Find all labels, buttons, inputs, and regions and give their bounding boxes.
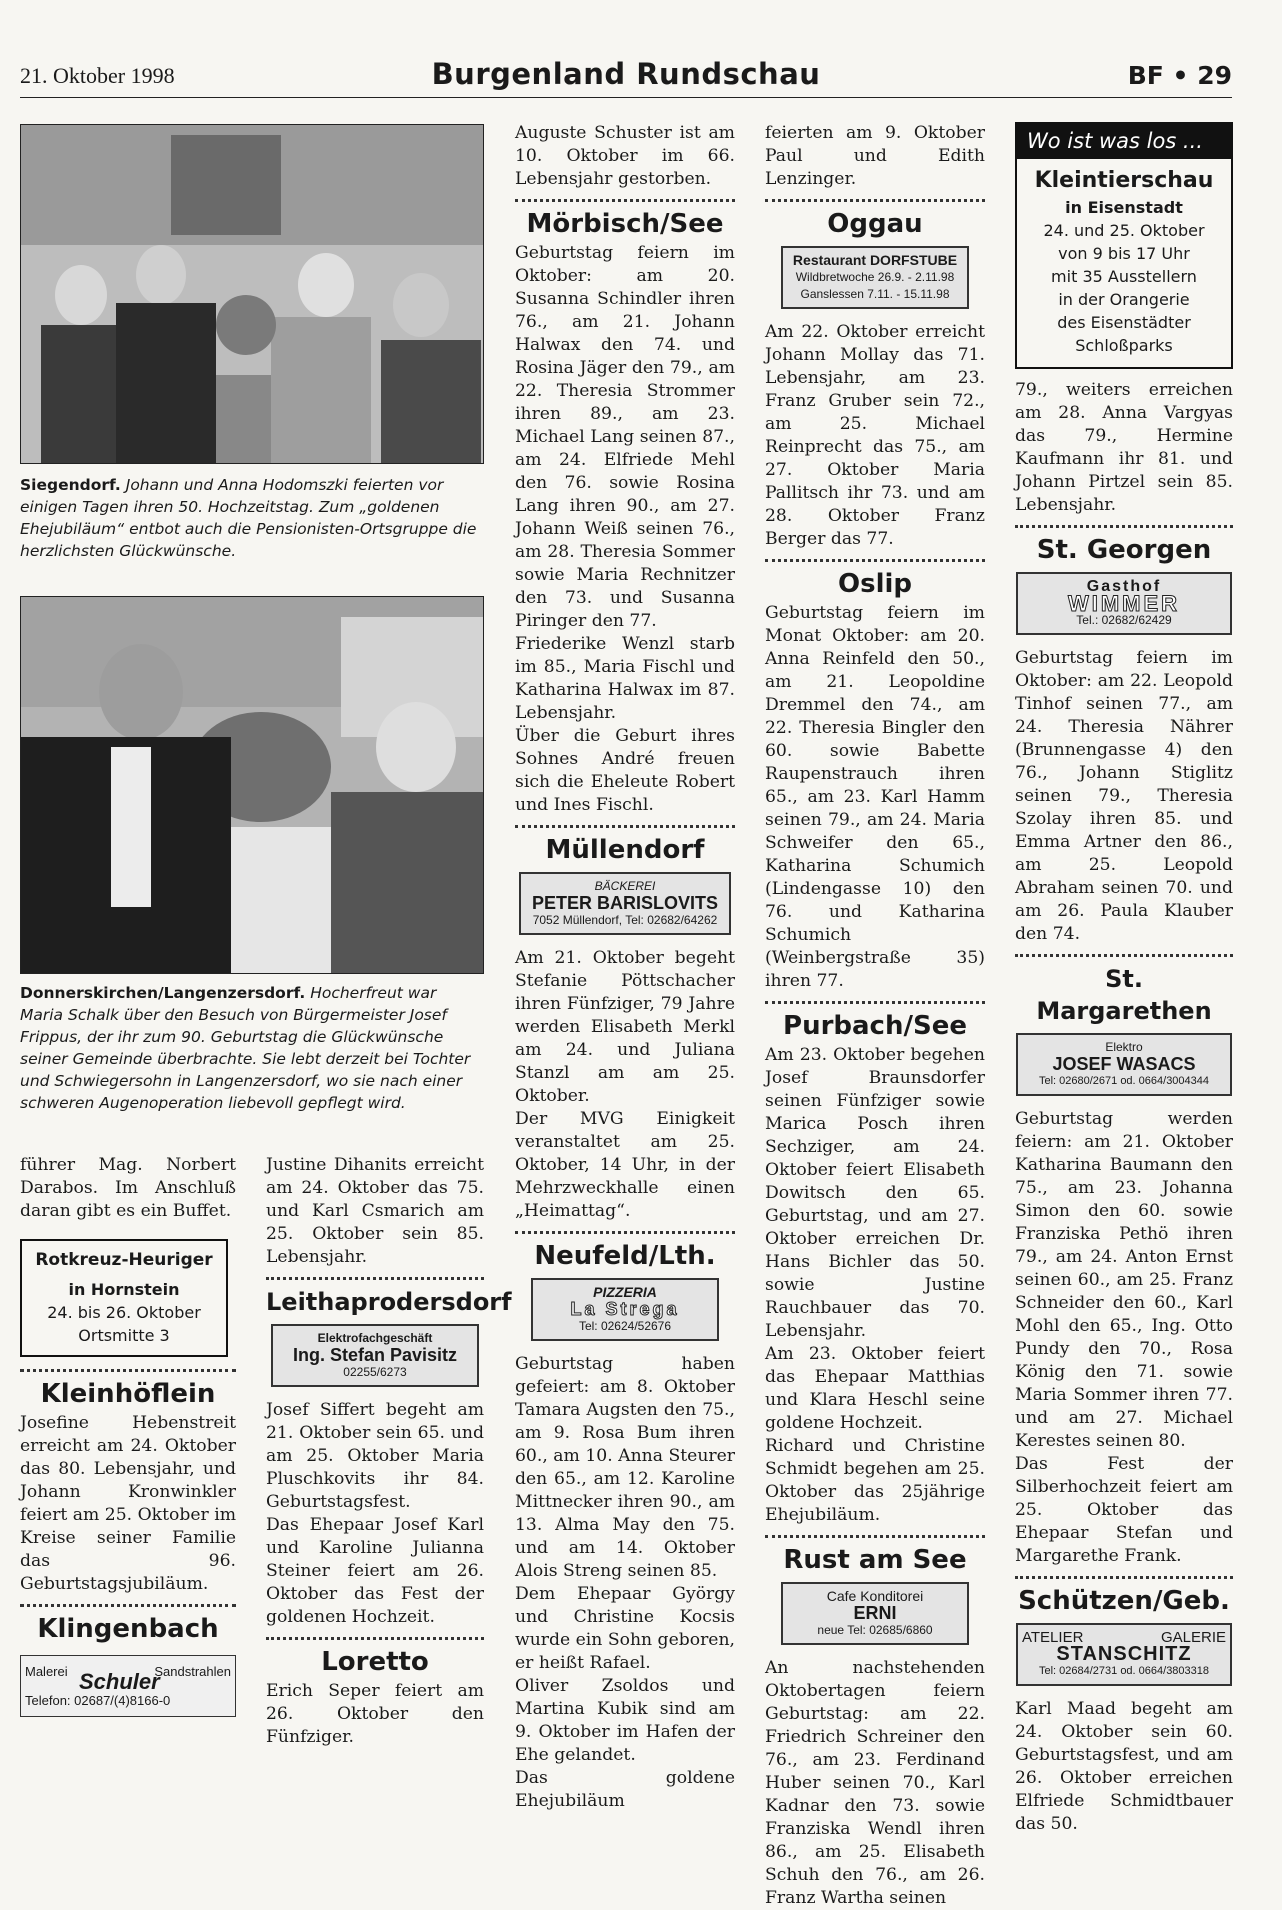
ad-text: Gasthof: [1086, 578, 1162, 595]
event-title: Kleintierschau: [1034, 168, 1214, 193]
article-text: Der MVG Einigkeit veranstaltet am 25. Oktober, 14 Uhr, in der Mehrzweckhalle einen „Heimattag“.: [515, 1109, 735, 1221]
ad-name: WIMMER: [1067, 591, 1181, 616]
article-text: feierten am 9. Oktober Paul und Edith Lenzinger.: [765, 123, 985, 189]
photo-donnerskirchen-caption: [20, 982, 482, 1114]
article-text: Das goldene Ehejubiläum: [515, 1768, 735, 1811]
photo-siegendorf-caption: [20, 474, 482, 562]
article-text: Am 22. Oktober erreicht Johann Mollay das 71. Lebensjahr, am 23. Franz Gruber sein 72., am 25. Michael Reinprecht das 75., am 27. Oktober Maria Pallitsch ihr 73. und am 28. Oktober Franz Berger das 77.: [765, 322, 985, 549]
ad-text: Elektro: [1105, 1040, 1143, 1054]
ad-name: JOSEF WASACS: [1052, 1054, 1196, 1074]
article-text: Josefine Hebenstreit erreicht am 24. Oktober das 80. Lebensjahr, und Johann Kronwinkler feiert am 25. Oktober im Kreise seiner Familie das 96. Geburtstagsjubiläum.: [20, 1413, 237, 1594]
event-date: 24. bis 26. Oktober: [47, 1303, 201, 1322]
photo-siegendorf: [20, 124, 484, 464]
ad-text: GALERIE: [1160, 1629, 1226, 1646]
caption-place: Donnerskirchen/Langenzersdorf.: [20, 984, 306, 1002]
ad-name: La Strega: [570, 1299, 680, 1319]
article-text: Geburtstag werden feiern: am 21. Oktober Katharina Baumann den 75., am 23. Johanna Simon den 60. sowie Franziska Pethö ihren 79., am 24. Anton Ernst seinen 60., am 25. Franz Schneider den 60., Karl Mohl den 65., Ing. Otto Pundy den 70., Rosa König den 71. sowie Maria Sommer ihren 77. und am 27. Michael Kerestes seinen 80.: [1015, 1109, 1233, 1451]
article-text: Geburtstag feiern im Monat Oktober: am 20. Anna Reinfeld den 50., am 21. Leopoldine Dremmel den 74., am 22. Theresia Bingler den 60. sowie Babette Raupenstrauch ihren 65., am 23. Karl Hamm seinen 79., am 24. Maria Schweifer den 65., Katharina Schumich (Lindengasse 10) den 76. und Katharina Schumich (Weinbergstraße 35) ihren 77.: [765, 603, 985, 991]
heading-muellendorf: Müllendorf: [545, 835, 705, 865]
article-text: Oliver Zsoldos und Martina Kubik sind am 9. Oktober im Hafen der Ehe gelandet.: [515, 1676, 735, 1765]
issue-date: 21. Oktober 1998: [20, 63, 175, 88]
article-text: Josef Siffert begeht am 21. Oktober sein 65. und am 25. Oktober Maria Pluschkovits ihr 84. Geburtstagsfest.: [266, 1400, 484, 1512]
divider: [20, 1604, 236, 1607]
article-text: Am 23. Oktober feiert das Ehepaar Matthias und Klara Heschl seine goldene Hochzeit.: [765, 1344, 985, 1433]
heading-leithaprodersdorf: Leithaprodersdorf: [266, 1288, 512, 1316]
article-text: führer Mag. Norbert Darabos. Im Anschluß daran gibt es ein Buffet.: [20, 1155, 236, 1221]
event-box-kleintierschau: [1015, 122, 1233, 369]
ad-phone: Tel: 02680/2671 od. 0664/3004344: [1038, 1075, 1210, 1087]
event-text: mit 35 Ausstellern: [1051, 267, 1197, 286]
heading-kleinhoeflein: Kleinhöflein: [40, 1379, 216, 1409]
article-text: Geburtstag haben gefeiert: am 8. Oktober Tamara Augsten den 75., am 9. Rosa Bum ihren 60., am 10. Anna Steurer den 65., am 12. Karoline Mittnecker ihren 90., am 13. Alma May den 75. und am 14. Oktober Alois Streng seinen 85.: [515, 1354, 735, 1581]
event-location: in Eisenstadt: [1065, 198, 1183, 217]
photo-siegendorf-image: [21, 125, 483, 463]
column-2: [515, 122, 735, 1813]
column-4: [1015, 122, 1233, 1836]
event-text: Schloßparks: [1075, 336, 1173, 355]
ad-text: ATELIER: [1022, 1629, 1084, 1646]
article-text: An nachstehenden Oktobertagen feiern Geburtstag: am 22. Friedrich Schreiner den 76., am 23. Ferdinand Huber seinen 70., Karl Kadnar den 73. sowie Franziska Wendl ihren 86., am 25. Elisabeth Schuh den 76., am 26. Franz Wartha seinen: [765, 1658, 985, 1908]
ad-name: Restaurant DORFSTUBE: [792, 252, 958, 268]
ad-wimmer: [1016, 572, 1232, 635]
event-location: in Hornstein: [68, 1280, 180, 1299]
article-text: Justine Dihanits erreicht am 24. Oktober das 75. und Karl Csmarich am 25. Oktober sein 85. Lebensjahr.: [266, 1155, 484, 1267]
ad-phone: 7052 Müllendorf, Tel: 02682/64262: [532, 913, 718, 927]
article-text: Das Ehepaar Josef Karl und Karoline Julianna Steiner feiert am 26. Oktober das Fest der goldenen Hochzeit.: [266, 1515, 484, 1627]
photo-donnerskirchen-image: [21, 597, 483, 973]
article-text: 79., weiters erreichen am 28. Anna Vargyas das 79., Hermine Kaufmann ihr 81. und Johann Pirtzel sein 85. Lebensjahr.: [1015, 380, 1233, 515]
page-header: [20, 55, 1232, 98]
column-1b: [266, 1154, 512, 1749]
article-text: Erich Seper feiert am 26. Oktober den Fünfziger.: [266, 1681, 484, 1747]
ad-pavisitz: [271, 1324, 479, 1387]
ad-name: PETER BARISLOVITS: [531, 893, 719, 913]
article-text: Richard und Christine Schmidt begehen am 25. Oktober das 25jährige Ehejubiläum.: [765, 1436, 985, 1525]
ad-name: Schuler: [79, 1669, 160, 1694]
divider: [1015, 1576, 1233, 1579]
ad-phone: neue Tel: 02685/6860: [817, 1623, 933, 1637]
newspaper-title: Burgenland Rundschau: [431, 57, 821, 91]
ad-phone: Tel: 02684/2731 od. 0664/3803318: [1038, 1665, 1210, 1677]
heading-rust: Rust am See: [783, 1545, 967, 1575]
divider: [515, 1231, 735, 1234]
ad-text: Ganslessen 7.11. - 15.11.98: [800, 287, 950, 301]
heading-st-margarethen: St. Margarethen: [1036, 965, 1212, 1025]
event-title: Rotkreuz-Heuriger: [35, 1250, 213, 1270]
divider: [765, 559, 985, 562]
event-text: 24. und 25. Oktober: [1043, 221, 1205, 240]
ad-text: Malerei: [25, 1664, 68, 1679]
ad-text: Cafe Konditorei: [826, 1588, 924, 1604]
divider: [765, 199, 985, 202]
divider: [1015, 954, 1233, 957]
divider: [266, 1637, 484, 1640]
article-text: Am 23. Oktober begehen Josef Braunsdorfer seinen Fünfziger sowie Marica Posch ihren Sechziger, am 24. Oktober feiert Elisabeth Dowitsch den 65. Geburtstag, und am 27. Oktober erreichen Dr. Hans Bichler das 50. sowie Justine Rauchbauer das 70. Lebensjahr.: [765, 1045, 985, 1341]
caption-text: Johann und Anna Hodomszki feierten vor einigen Tagen ihren 50. Hochzeitstag. Zum „goldenen Ehejubiläum“ entbot auch die Pensionisten-Ortsgruppe die herzlichsten Glückwünsche.: [20, 476, 477, 560]
heading-st-georgen: St. Georgen: [1036, 535, 1212, 565]
event-address: Ortsmitte 3: [78, 1326, 170, 1345]
divider: [1015, 525, 1233, 528]
ad-schuler: [20, 1655, 236, 1717]
heading-oslip: Oslip: [837, 569, 912, 599]
article-text: Geburtstag feiern im Oktober: am 20. Susanna Schindler ihren 76., am 21. Johann Halwax den 74. und Rosina Jäger den 79., am 22. Theresia Strommer ihren 89., am 23. Michael Lang seinen 87., am 24. Elfriede Mehl den 76. sowie Rosina Lang ihren 90., am 27. Johann Weiß seinen 76., am 28. Theresia Sommer sowie Maria Rechnitzer den 73. und Susanna Piringer den 77.: [515, 243, 735, 631]
ad-pizzeria: [531, 1278, 719, 1341]
ad-text: BÄCKEREI: [594, 879, 656, 893]
article-text: Auguste Schuster ist am 10. Oktober im 66. Lebensjahr gestorben.: [515, 123, 735, 189]
heading-loretto: Loretto: [321, 1647, 429, 1677]
ad-stanschitz: [1016, 1623, 1232, 1686]
caption-text: Hocherfreut war Maria Schalk über den Besuch von Bürgermeister Josef Frippus, der ihr zum 90. Geburtstag die Glückwünsche seiner Gemeinde überbrachte. Sie lebt derzeit bei Tochter und Schwiegersohn in Langenzersdorf, wo sie nach einer schweren Augenoperation liebevoll gepflegt wird.: [20, 984, 471, 1112]
article-text: Am 21. Oktober begeht Stefanie Pöttschacher ihren Fünfziger, 79 Jahre werden Elisabeth Merkl am 24. und Juliana Stanzl am am 25. Oktober.: [515, 948, 735, 1106]
divider: [765, 1535, 985, 1538]
ad-name: ERNI: [853, 1603, 897, 1623]
event-text: in der Orangerie: [1058, 290, 1190, 309]
heading-moerbisch: Mörbisch/See: [526, 209, 724, 239]
event-text: von 9 bis 17 Uhr: [1058, 244, 1190, 263]
ad-barislovits: [519, 872, 731, 935]
ad-erni: [781, 1582, 969, 1645]
ad-text: Elektrofachgeschäft: [317, 1331, 433, 1345]
page-number: BF • 29: [1127, 61, 1232, 90]
event-text: des Eisenstädter: [1057, 313, 1191, 332]
box-header: Wo ist was los ...: [1017, 124, 1231, 159]
ad-text: Wildbretwoche 26.9. - 2.11.98: [795, 270, 955, 284]
divider: [515, 825, 735, 828]
heading-neufeld: Neufeld/Lth.: [534, 1241, 716, 1271]
caption-place: Siegendorf.: [20, 476, 121, 494]
ad-phone: Telefon: 02687/(4)8166-0: [25, 1693, 171, 1708]
heading-oggau: Oggau: [827, 209, 923, 239]
photo-donnerskirchen: [20, 596, 484, 974]
article-text: Friederike Wenzl starb im 85., Maria Fischl und Katharina Halwax im 87. Lebensjahr.: [515, 634, 735, 723]
article-text: Geburtstag feiern im Oktober: am 22. Leopold Tinhof seinen 77., am 24. Theresia Nährer (Brunnengasse 4) den 76., Johann Stiglitz seinen 79., Theresia Szolay ihren 85. und Emma Artner den 86., am 25. Leopold Abraham seinen 70. und am 26. Paula Klauber den 74.: [1015, 648, 1233, 944]
heading-purbach: Purbach/See: [783, 1011, 967, 1041]
ad-text: Sandstrahlen: [154, 1664, 231, 1679]
article-text: Dem Ehepaar György und Christine Kocsis wurde ein Sohn geboren, er heißt Rafael.: [515, 1584, 736, 1673]
column-1a: [20, 1154, 236, 1717]
heading-schuetzen: Schützen/Geb.: [1018, 1586, 1230, 1616]
ad-wasacs: [1016, 1033, 1232, 1096]
ad-phone: Tel: 02624/52676: [578, 1319, 672, 1333]
ad-name: Ing. Stefan Pavisitz: [292, 1345, 458, 1365]
ad-phone: Tel.: 02682/62429: [1076, 613, 1172, 627]
heading-klingenbach: Klingenbach: [37, 1614, 219, 1644]
ad-name: STANSCHITZ: [1056, 1643, 1192, 1665]
article-text: Über die Geburt ihres Sohnes André freuen sich die Eheleute Robert und Ines Fischl.: [515, 726, 735, 815]
article-text: Karl Maad begeht am 24. Oktober sein 60. Geburtstagsfest, und am 26. Oktober erreichen Elfriede Schmidtbauer das 50.: [1015, 1699, 1233, 1834]
ad-text: PIZZERIA: [593, 1284, 657, 1300]
event-box-rotkreuz: [20, 1239, 228, 1357]
ad-dorfstube: [781, 246, 969, 309]
divider: [20, 1369, 236, 1372]
ad-phone: 02255/6273: [343, 1365, 407, 1379]
divider: [266, 1277, 484, 1280]
column-3: [765, 122, 985, 1910]
article-text: Das Fest der Silberhochzeit feiert am 25. Oktober das Ehepaar Stefan und Margarethe Frank.: [1015, 1454, 1233, 1566]
divider: [765, 1001, 985, 1004]
divider: [515, 199, 735, 202]
